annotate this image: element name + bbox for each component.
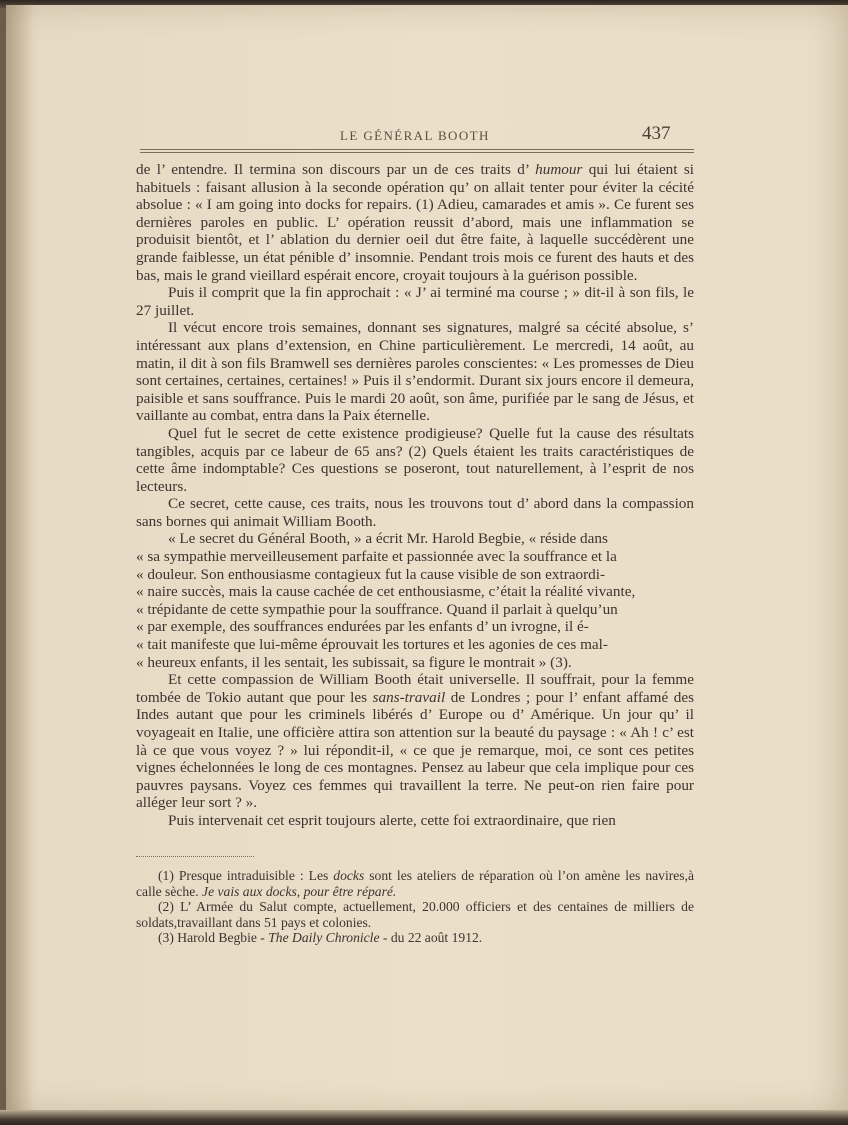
footnote-3-text-a: (3) Harold Begbie - (158, 930, 269, 946)
paragraph-1-italic: humour (535, 161, 583, 178)
body-text (136, 161, 694, 830)
page-gutter-shadow (6, 5, 34, 1113)
header-rule-top (140, 149, 694, 150)
footnote-1-text-a: (1) Presque intraduisible : Les (158, 868, 334, 883)
footnote-1-italic-b: Je vais aux docks, pour être réparé. (202, 883, 397, 899)
quote-line: « douleur. Son enthousiasme contagieux fut la cause visible de son extraordi- (136, 565, 606, 583)
paragraph-1-text-b: qui lui étaient si habituels : faisant allusion à la seconde opération qu’ on allait tenter pour éviter la cécité absolue : « I am going into docks for repairs. (1) Adieu, camarades et amis ». Ce furent ses dernières paroles en public. L’ opération reussit d’abord, mais une inflammation se produisit bientôt, et l’ ablation du dernier oeil dut être faite, à laquelle succédèrent une grande faiblesse, un état pénible d’ insomnie. Pendant trois mois ce furent des hauts et des bas, mais le grand vieillard espérait encore, croyait toujours à la guérison possible. (136, 161, 695, 284)
paragraph-4: Quel fut le secret de cette existence prodigieuse? Quelle fut la cause des résultats tangibles, acquis par ce labeur de 65 ans? (2) Quels étaient les traits caractéristiques de cette âme indomptable? Ces questions se poseront, tout naturellement, à l’esprit de nos lecteurs. (136, 424, 694, 495)
page-number: 437 (642, 123, 671, 144)
paragraph-3: Il vécut encore trois semaines, donnant ses signatures, malgré sa cécité absolue, s’ intéressant aux plans d’extension, en Chine particulièrement. Le mercredi, 14 août, au matin, il dit à son fils Bramwell ses dernières paroles conscientes: « Les promesses de Dieu sont certaines, certaines, certaines! » Puis il s’endormit. Durant six jours encore il demeura, paisible et sans souffrance. Puis le mardi 20 août, son âme, purifiée par le sang de Jésus, et vaillante au combat, entra dans la Paix éternelle. (136, 319, 694, 425)
running-head: LE GÉNÉRAL BOOTH (340, 128, 490, 143)
quote-line: « naire succès, mais la cause cachée de cet enthousiasme, c’était la réalité vivante, (136, 583, 636, 601)
quote-line: « tait manifeste que lui-même éprouvait les tortures et les agonies de ces mal- (136, 636, 608, 654)
quote-line: « Le secret du Général Booth, » a écrit Mr. Harold Begbie, « réside dans (168, 530, 608, 548)
paragraph-5: Ce secret, cette cause, ces traits, nous les trouvons tout d’ abord dans la compassion sans bornes qui animait William Booth. (136, 495, 694, 530)
paragraph-8: Puis intervenait cet esprit toujours alerte, cette foi extraordinaire, que rien (168, 811, 616, 829)
quote-line: « par exemple, des souffrances endurées par les enfants d’ un ivrogne, il é- (136, 618, 589, 636)
footnote-1 (136, 868, 694, 899)
paragraph-7 (136, 671, 694, 812)
footnote-separator (136, 856, 254, 857)
footnote-3-text-b: - du 22 août 1912. (379, 930, 483, 946)
footnote-1-italic-a: docks (333, 868, 365, 883)
header-rule-bottom (140, 152, 694, 153)
begbie-quote (136, 530, 694, 671)
paragraph-7-text-a: Et cette compassion de William Booth était universelle. Il souffrait, pour la femme tombée de Tokio autant que pour les (136, 671, 694, 706)
footnote-3-italic: The Daily Chronicle (268, 930, 380, 946)
quote-line: « trépidante de cette sympathie pour la souffrance. Quand il parlait à quelqu’un (136, 600, 618, 618)
book-bottom-edge (0, 1110, 848, 1125)
paragraph-7-italic: sans-travail (372, 688, 446, 706)
paragraph-7-text-b: de Londres ; pour l’ enfant affamé des Indes autant que pour les criminels libérés d’ Europe ou d’ Amérique. Un jour qu’ il voyageait en Italie, une officière attira son attention sur la beauté du paysage : « Ah ! c’ est là ce que vous voyez ? » lui répondit-il, « ce que je remarque, moi, ce sont ces petites vignes échelonnées le long de ces montagnes. Pensez au labeur que cela implique pour ces pauvres paysans. Voyez ces femmes qui travaillent la terre. Ne peut-on rien faire pour alléger leur sort ? ». (136, 688, 694, 812)
paragraph-2: Puis il comprit que la fin approchait : « J’ ai terminé ma course ; » dit-il à son fils, le 27 juillet. (136, 284, 694, 319)
paragraph-1-text-a: de l’ entendre. Il termina son discours par un de ces traits d’ (136, 161, 536, 178)
footnotes (136, 868, 694, 946)
quote-line: « heureux enfants, il les sentait, les subissait, sa figure le montrait » (3). (136, 653, 572, 671)
paragraph-1 (136, 161, 694, 284)
footnote-2: (2) L’ Armée du Salut compte, actuellement, 20.000 officiers et des centaines de milliers de soldats,travaillant dans 51 pays et colonies. (136, 899, 694, 930)
footnote-1-text-b: sont les ateliers de réparation où l’on amène les navires,à calle sèche. (136, 868, 695, 899)
footnote-3 (136, 930, 694, 946)
quote-line: « sa sympathie merveilleusement parfaite et passionnée avec la souffrance et la (136, 548, 617, 566)
